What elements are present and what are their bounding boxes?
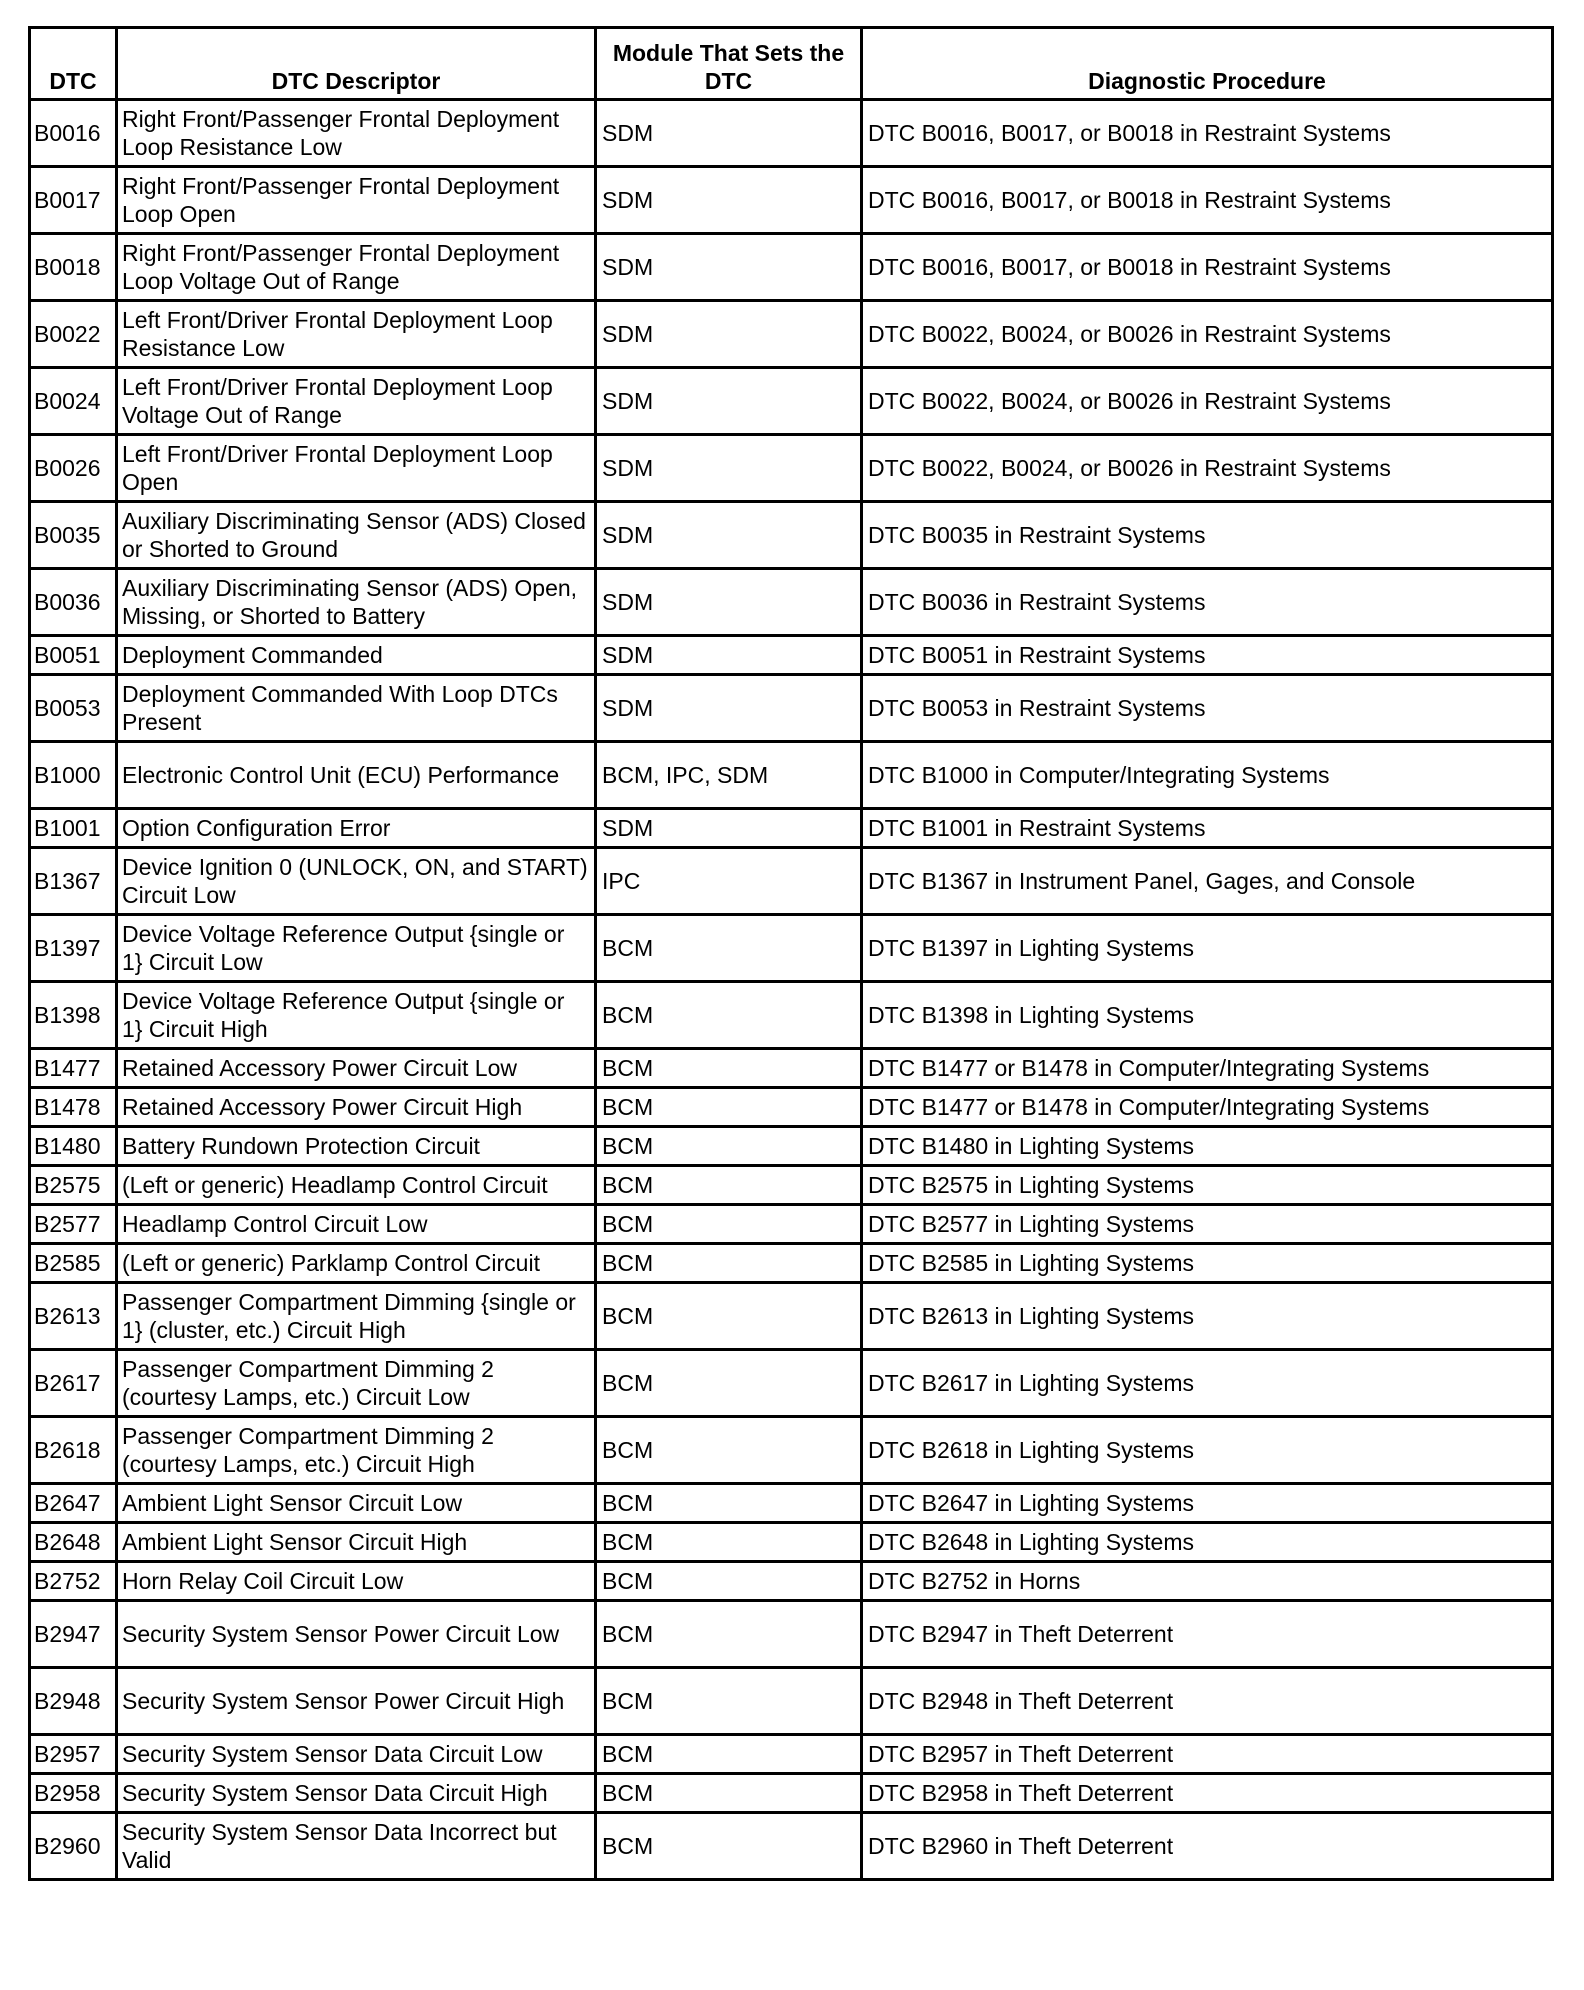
diagnostic-procedure: DTC B2947 in Theft Deterrent [862, 1601, 1553, 1668]
dtc-descriptor: Left Front/Driver Frontal Deployment Loop Voltage Out of Range [117, 368, 596, 435]
table-row [30, 848, 1553, 915]
diagnostic-procedure: DTC B1398 in Lighting Systems [862, 982, 1553, 1049]
table-row [30, 1774, 1553, 1813]
dtc-descriptor: Security System Sensor Power Circuit Low [117, 1601, 596, 1668]
module-name: SDM [596, 502, 862, 569]
dtc-descriptor: Retained Accessory Power Circuit High [117, 1088, 596, 1127]
module-name: BCM [596, 1668, 862, 1735]
dtc-descriptor: Right Front/Passenger Frontal Deployment Loop Resistance Low [117, 100, 596, 167]
dtc-code: B1480 [30, 1127, 117, 1166]
table-row [30, 1523, 1553, 1562]
table-row [30, 569, 1553, 636]
module-name: SDM [596, 435, 862, 502]
diagnostic-procedure: DTC B0051 in Restraint Systems [862, 636, 1553, 675]
dtc-descriptor: (Left or generic) Headlamp Control Circuit [117, 1166, 596, 1205]
table-row [30, 1127, 1553, 1166]
dtc-descriptor: Ambient Light Sensor Circuit Low [117, 1484, 596, 1523]
table-header [30, 28, 1553, 100]
dtc-code: B2577 [30, 1205, 117, 1244]
diagnostic-procedure: DTC B1477 or B1478 in Computer/Integrating Systems [862, 1049, 1553, 1088]
module-name: SDM [596, 368, 862, 435]
dtc-descriptor: Device Voltage Reference Output {single or 1} Circuit High [117, 982, 596, 1049]
diagnostic-procedure: DTC B0036 in Restraint Systems [862, 569, 1553, 636]
dtc-descriptor: Security System Sensor Data Circuit Low [117, 1735, 596, 1774]
dtc-code: B0036 [30, 569, 117, 636]
table-row [30, 435, 1553, 502]
diagnostic-procedure: DTC B0016, B0017, or B0018 in Restraint Systems [862, 167, 1553, 234]
diagnostic-procedure: DTC B2577 in Lighting Systems [862, 1205, 1553, 1244]
dtc-descriptor: Option Configuration Error [117, 809, 596, 848]
diagnostic-procedure: DTC B2948 in Theft Deterrent [862, 1668, 1553, 1735]
dtc-code: B2958 [30, 1774, 117, 1813]
table-row [30, 1562, 1553, 1601]
dtc-code: B1367 [30, 848, 117, 915]
dtc-code: B1001 [30, 809, 117, 848]
dtc-descriptor: Ambient Light Sensor Circuit High [117, 1523, 596, 1562]
module-name: BCM [596, 1127, 862, 1166]
dtc-code: B2647 [30, 1484, 117, 1523]
dtc-descriptor: Security System Sensor Power Circuit High [117, 1668, 596, 1735]
dtc-descriptor: Headlamp Control Circuit Low [117, 1205, 596, 1244]
table-row [30, 1166, 1553, 1205]
dtc-descriptor: Right Front/Passenger Frontal Deployment Loop Voltage Out of Range [117, 234, 596, 301]
table-row [30, 167, 1553, 234]
header-row [30, 28, 1553, 100]
module-name: BCM [596, 1417, 862, 1484]
dtc-descriptor: Passenger Compartment Dimming {single or 1} (cluster, etc.) Circuit High [117, 1283, 596, 1350]
diagnostic-procedure: DTC B2958 in Theft Deterrent [862, 1774, 1553, 1813]
diagnostic-procedure: DTC B2585 in Lighting Systems [862, 1244, 1553, 1283]
dtc-descriptor: Passenger Compartment Dimming 2 (courtesy Lamps, etc.) Circuit Low [117, 1350, 596, 1417]
diagnostic-procedure: DTC B0022, B0024, or B0026 in Restraint Systems [862, 435, 1553, 502]
module-name: SDM [596, 809, 862, 848]
dtc-descriptor: Right Front/Passenger Frontal Deployment Loop Open [117, 167, 596, 234]
dtc-code: B1477 [30, 1049, 117, 1088]
header-dtc: DTC [30, 28, 117, 100]
table-row [30, 915, 1553, 982]
header-descriptor: DTC Descriptor [117, 28, 596, 100]
dtc-code: B1398 [30, 982, 117, 1049]
table-row [30, 1244, 1553, 1283]
dtc-code: B2948 [30, 1668, 117, 1735]
dtc-code: B0022 [30, 301, 117, 368]
diagnostic-procedure: DTC B1367 in Instrument Panel, Gages, and Console [862, 848, 1553, 915]
dtc-code: B0051 [30, 636, 117, 675]
dtc-code: B0018 [30, 234, 117, 301]
dtc-code: B1000 [30, 742, 117, 809]
module-name: BCM [596, 982, 862, 1049]
dtc-descriptor: Electronic Control Unit (ECU) Performance [117, 742, 596, 809]
module-name: BCM, IPC, SDM [596, 742, 862, 809]
dtc-code: B2960 [30, 1813, 117, 1880]
diagnostic-procedure: DTC B2647 in Lighting Systems [862, 1484, 1553, 1523]
table-row [30, 1735, 1553, 1774]
dtc-code: B0053 [30, 675, 117, 742]
dtc-code: B2957 [30, 1735, 117, 1774]
module-name: BCM [596, 1562, 862, 1601]
dtc-code: B2618 [30, 1417, 117, 1484]
dtc-code: B2585 [30, 1244, 117, 1283]
dtc-code: B2617 [30, 1350, 117, 1417]
dtc-code: B2613 [30, 1283, 117, 1350]
diagnostic-procedure: DTC B2752 in Horns [862, 1562, 1553, 1601]
module-name: BCM [596, 1774, 862, 1813]
diagnostic-procedure: DTC B2613 in Lighting Systems [862, 1283, 1553, 1350]
table-row [30, 100, 1553, 167]
dtc-descriptor: Passenger Compartment Dimming 2 (courtesy Lamps, etc.) Circuit High [117, 1417, 596, 1484]
table-row [30, 1283, 1553, 1350]
diagnostic-procedure: DTC B2618 in Lighting Systems [862, 1417, 1553, 1484]
diagnostic-procedure: DTC B0053 in Restraint Systems [862, 675, 1553, 742]
header-module: Module That Sets the DTC [596, 28, 862, 100]
table-row [30, 1205, 1553, 1244]
diagnostic-procedure: DTC B2960 in Theft Deterrent [862, 1813, 1553, 1880]
module-name: SDM [596, 167, 862, 234]
table-row [30, 982, 1553, 1049]
diagnostic-procedure: DTC B0016, B0017, or B0018 in Restraint Systems [862, 100, 1553, 167]
diagnostic-procedure: DTC B0016, B0017, or B0018 in Restraint Systems [862, 234, 1553, 301]
module-name: SDM [596, 301, 862, 368]
dtc-table [28, 26, 1554, 1881]
module-name: BCM [596, 1601, 862, 1668]
dtc-descriptor: Left Front/Driver Frontal Deployment Loop Resistance Low [117, 301, 596, 368]
dtc-code: B1478 [30, 1088, 117, 1127]
module-name: SDM [596, 636, 862, 675]
dtc-descriptor: Left Front/Driver Frontal Deployment Loop Open [117, 435, 596, 502]
dtc-code: B0024 [30, 368, 117, 435]
dtc-descriptor: Retained Accessory Power Circuit Low [117, 1049, 596, 1088]
module-name: BCM [596, 1205, 862, 1244]
dtc-descriptor: Security System Sensor Data Incorrect but Valid [117, 1813, 596, 1880]
module-name: BCM [596, 1166, 862, 1205]
dtc-code: B0017 [30, 167, 117, 234]
dtc-code: B0016 [30, 100, 117, 167]
diagnostic-procedure: DTC B0035 in Restraint Systems [862, 502, 1553, 569]
diagnostic-procedure: DTC B1000 in Computer/Integrating Systems [862, 742, 1553, 809]
table-row [30, 1601, 1553, 1668]
diagnostic-procedure: DTC B0022, B0024, or B0026 in Restraint Systems [862, 301, 1553, 368]
module-name: BCM [596, 915, 862, 982]
table-row [30, 301, 1553, 368]
table-row [30, 1350, 1553, 1417]
module-name: BCM [596, 1735, 862, 1774]
table-row [30, 636, 1553, 675]
module-name: BCM [596, 1049, 862, 1088]
diagnostic-procedure: DTC B2957 in Theft Deterrent [862, 1735, 1553, 1774]
dtc-code: B2947 [30, 1601, 117, 1668]
diagnostic-procedure: DTC B2648 in Lighting Systems [862, 1523, 1553, 1562]
dtc-descriptor: Battery Rundown Protection Circuit [117, 1127, 596, 1166]
dtc-descriptor: Security System Sensor Data Circuit High [117, 1774, 596, 1813]
diagnostic-procedure: DTC B2575 in Lighting Systems [862, 1166, 1553, 1205]
diagnostic-procedure: DTC B1477 or B1478 in Computer/Integrating Systems [862, 1088, 1553, 1127]
dtc-descriptor: Device Ignition 0 (UNLOCK, ON, and START) Circuit Low [117, 848, 596, 915]
dtc-descriptor: Device Voltage Reference Output {single or 1} Circuit Low [117, 915, 596, 982]
module-name: BCM [596, 1283, 862, 1350]
table-body [30, 100, 1553, 1880]
dtc-descriptor: Auxiliary Discriminating Sensor (ADS) Closed or Shorted to Ground [117, 502, 596, 569]
dtc-descriptor: (Left or generic) Parklamp Control Circuit [117, 1244, 596, 1283]
table-row [30, 234, 1553, 301]
table-row [30, 742, 1553, 809]
table-row [30, 1668, 1553, 1735]
diagnostic-procedure: DTC B2617 in Lighting Systems [862, 1350, 1553, 1417]
module-name: BCM [596, 1484, 862, 1523]
module-name: SDM [596, 100, 862, 167]
dtc-descriptor: Deployment Commanded With Loop DTCs Present [117, 675, 596, 742]
dtc-descriptor: Auxiliary Discriminating Sensor (ADS) Open, Missing, or Shorted to Battery [117, 569, 596, 636]
header-procedure: Diagnostic Procedure [862, 28, 1553, 100]
table-row [30, 675, 1553, 742]
table-row [30, 368, 1553, 435]
table-row [30, 1813, 1553, 1880]
module-name: SDM [596, 569, 862, 636]
dtc-code: B0026 [30, 435, 117, 502]
diagnostic-procedure: DTC B1480 in Lighting Systems [862, 1127, 1553, 1166]
module-name: BCM [596, 1244, 862, 1283]
table-row [30, 1484, 1553, 1523]
dtc-code: B0035 [30, 502, 117, 569]
dtc-code: B2752 [30, 1562, 117, 1601]
dtc-code: B2648 [30, 1523, 117, 1562]
module-name: BCM [596, 1813, 862, 1880]
dtc-code: B1397 [30, 915, 117, 982]
dtc-code: B2575 [30, 1166, 117, 1205]
dtc-descriptor: Deployment Commanded [117, 636, 596, 675]
diagnostic-procedure: DTC B1397 in Lighting Systems [862, 915, 1553, 982]
dtc-descriptor: Horn Relay Coil Circuit Low [117, 1562, 596, 1601]
module-name: SDM [596, 675, 862, 742]
table-row [30, 809, 1553, 848]
module-name: IPC [596, 848, 862, 915]
diagnostic-procedure: DTC B1001 in Restraint Systems [862, 809, 1553, 848]
table-row [30, 1088, 1553, 1127]
table-row [30, 1049, 1553, 1088]
module-name: BCM [596, 1350, 862, 1417]
module-name: SDM [596, 234, 862, 301]
module-name: BCM [596, 1088, 862, 1127]
table-row [30, 502, 1553, 569]
module-name: BCM [596, 1523, 862, 1562]
table-row [30, 1417, 1553, 1484]
diagnostic-procedure: DTC B0022, B0024, or B0026 in Restraint Systems [862, 368, 1553, 435]
